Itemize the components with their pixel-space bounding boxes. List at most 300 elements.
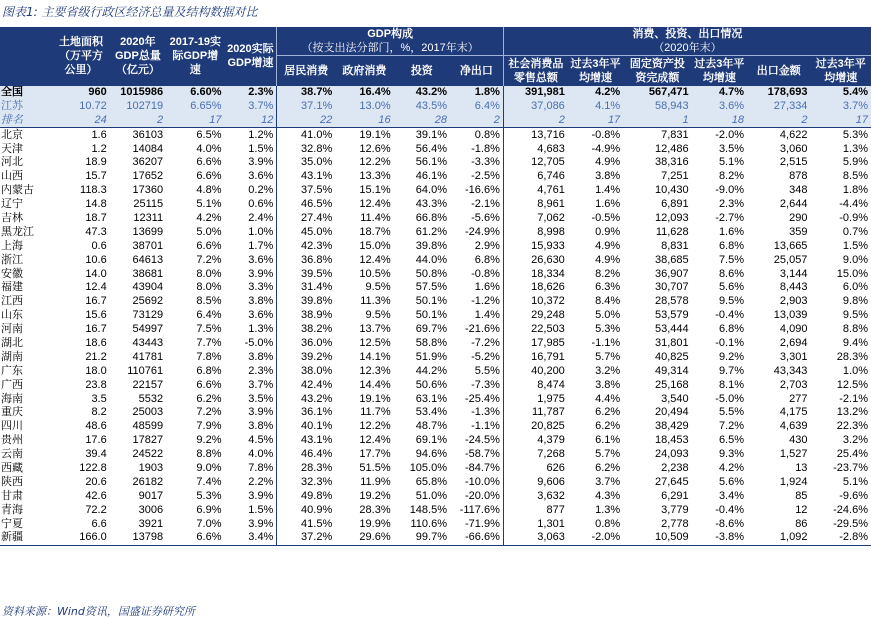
table-row	[0, 170, 871, 184]
table-cell: 25,057	[773, 253, 808, 266]
table-cell: 8.2	[91, 406, 107, 419]
table-cell: 13	[795, 461, 808, 474]
table-cell: 7.2%	[196, 253, 222, 266]
table-cell: 12.4%	[359, 253, 391, 266]
table-cell: 5.0%	[196, 225, 222, 238]
table-cell: 12.3%	[359, 364, 391, 377]
table-cell: 14084	[132, 142, 164, 155]
table-cell: 0.8%	[474, 128, 500, 141]
table-cell: 7,062	[503, 212, 567, 226]
table-cell: 3,060	[779, 142, 808, 155]
table-cell: 9017	[138, 489, 164, 502]
table-cell: 27.4%	[277, 212, 335, 226]
table-cell: 11,787	[503, 406, 567, 420]
table-cell: 3,779	[661, 503, 689, 516]
table-cell: 43.3%	[415, 198, 447, 211]
table-cell: 23.8	[85, 378, 107, 391]
table-cell: 3.4%	[718, 489, 745, 502]
table-cell: 99.7%	[394, 531, 450, 545]
table-cell: 960	[52, 86, 109, 100]
table-cell: 39.4	[85, 448, 107, 461]
province-name: 安徽	[1, 267, 23, 280]
table-cell: 1,092	[747, 531, 810, 545]
table-cell: 19.1%	[359, 392, 391, 405]
table-cell: 3,632	[503, 489, 567, 503]
table-cell: 28.3%	[359, 503, 391, 516]
table-cell: -23.7%	[833, 461, 868, 474]
table-cell: 1.6%	[718, 225, 745, 238]
table-cell: 32.3%	[277, 475, 335, 489]
table-row	[0, 531, 871, 545]
table-cell: 7.2%	[196, 406, 222, 419]
table-cell: 16.7	[85, 323, 107, 336]
table-cell: 63.1%	[415, 392, 447, 405]
province-name: 西藏	[1, 461, 23, 474]
table-cell: 3.9%	[248, 267, 274, 280]
table-cell: 9.0%	[842, 253, 868, 266]
table-cell: 3,540	[661, 392, 689, 405]
table-cell: -7.2%	[471, 336, 500, 349]
table-cell: 19.9%	[359, 517, 391, 530]
header-consumption-investment-export	[503, 27, 871, 56]
table-cell: 4.4%	[595, 392, 621, 405]
table-cell: 40.9%	[277, 503, 335, 517]
table-cell: 72.2	[85, 503, 107, 516]
table-cell: 6.9%	[196, 503, 222, 516]
table-cell: -5.2%	[471, 350, 500, 363]
table-row	[0, 295, 871, 309]
table-cell: 29,248	[503, 309, 567, 323]
table-cell: 25,168	[654, 378, 689, 391]
table-cell: 58.8%	[415, 336, 447, 349]
table-cell: 7.4%	[196, 475, 222, 488]
table-cell: 3.7%	[248, 378, 274, 391]
table-cell: 7,831	[661, 128, 689, 141]
table-row	[0, 434, 871, 448]
table-cell: 18.7%	[359, 225, 391, 238]
table-cell: 6.5%	[718, 434, 745, 447]
table-cell: 20,494	[654, 406, 689, 419]
table-cell: 4,761	[503, 184, 567, 198]
table-cell: 4.7%	[692, 86, 747, 100]
table-cell: 9.0%	[196, 461, 222, 474]
table-cell: 166.0	[52, 531, 109, 545]
table-cell: 17	[166, 113, 224, 127]
table-cell: 3.8%	[595, 378, 621, 391]
table-cell: 14.0	[85, 267, 107, 280]
table-cell: 12.5%	[359, 336, 391, 349]
table-cell: 46.4%	[277, 448, 335, 462]
table-cell: 30,707	[654, 281, 689, 294]
table-cell: 7.0%	[196, 517, 222, 530]
table-cell: 65.8%	[415, 475, 447, 488]
table-cell: 8,831	[661, 239, 689, 252]
table-cell: 20,825	[503, 420, 567, 434]
table-cell: -84.7%	[465, 461, 500, 474]
table-cell: 3006	[138, 503, 164, 516]
table-cell: 6.2%	[196, 392, 222, 405]
table-row	[0, 392, 871, 406]
table-cell: -66.6%	[450, 531, 503, 545]
header-export: 出口金额	[747, 56, 810, 86]
table-cell: 1.4%	[595, 184, 621, 197]
table-cell: 5.5%	[474, 364, 500, 377]
table-cell: 4,639	[779, 420, 808, 433]
table-cell: 878	[789, 170, 808, 183]
table-cell: 9.5%	[718, 295, 745, 308]
table-cell: 5.6%	[718, 281, 745, 294]
table-cell: 391,981	[503, 86, 567, 100]
table-cell: 17	[568, 113, 623, 127]
table-cell: 48599	[132, 420, 164, 433]
table-cell: 1.2%	[248, 128, 274, 141]
table-cell: 6.4%	[450, 99, 503, 113]
table-row	[0, 113, 871, 127]
table-cell: 12,705	[503, 156, 567, 170]
table-cell: 1,924	[779, 475, 808, 488]
table-cell: 3.7%	[810, 99, 871, 113]
table-cell: 16,791	[503, 350, 567, 364]
table-cell: 69.1%	[415, 434, 447, 447]
table-cell: 6.2%	[595, 420, 621, 433]
table-cell: 3.5	[91, 392, 107, 405]
table-cell: 12	[795, 503, 808, 516]
table-cell: 53,579	[654, 309, 689, 322]
table-cell: 1,975	[503, 392, 567, 406]
table-cell: 37.2%	[277, 531, 335, 545]
table-cell: 15.7	[85, 170, 107, 183]
table-cell: 25115	[133, 198, 164, 211]
table-cell: -71.9%	[465, 517, 500, 530]
table-cell: 43.1%	[277, 170, 335, 184]
table-cell: 9.8%	[842, 295, 868, 308]
table-cell: 8,443	[779, 281, 808, 294]
table-cell: 2.3%	[718, 198, 745, 211]
table-cell: 17827	[132, 434, 164, 447]
table-cell: 3921	[138, 517, 164, 530]
table-cell: 12.5%	[836, 378, 868, 391]
table-cell: 10,430	[654, 184, 689, 197]
table-cell: 42.3%	[277, 239, 335, 253]
table-cell: 6.60%	[166, 86, 224, 100]
table-cell: 16	[335, 113, 393, 127]
table-cell: 69.7%	[415, 323, 447, 336]
table-cell: 3.6%	[248, 170, 274, 183]
table-cell: -3.3%	[471, 156, 500, 169]
source-note: 资料来源：Wind资讯，国盛证券研究所	[2, 605, 195, 618]
table-cell: 15.0%	[359, 239, 391, 252]
table-cell: 8.0%	[196, 281, 222, 294]
table-cell: 3.6%	[692, 99, 747, 113]
table-cell: 3.5%	[718, 142, 745, 155]
table-cell: 6.6%	[196, 156, 222, 169]
table-cell: 2.4%	[248, 211, 274, 224]
province-name: 山西	[1, 170, 23, 183]
table-cell: 39.2%	[277, 350, 335, 364]
table-cell: 4.8%	[196, 184, 222, 197]
table-cell: 12.4%	[359, 434, 391, 447]
table-row	[0, 406, 871, 420]
table-cell: 7.5%	[196, 323, 222, 336]
table-cell: 1.8%	[450, 86, 503, 100]
table-cell: 7.7%	[196, 336, 222, 349]
table-cell: 2.9%	[474, 239, 500, 252]
table-cell: 6.6%	[196, 170, 222, 183]
table-cell: 28.3%	[277, 462, 335, 476]
table-cell: -24.6%	[833, 503, 868, 516]
table-cell: 3.7%	[595, 475, 621, 488]
header-export-growth: 过去3年平均增速	[810, 56, 871, 86]
table-cell: 36.8%	[277, 253, 335, 267]
table-cell: 13699	[132, 225, 164, 238]
table-cell: 102719	[110, 99, 166, 113]
table-cell: -2.1%	[839, 392, 868, 405]
table-cell: 1,301	[503, 517, 567, 531]
table-cell: 18.9	[85, 156, 107, 169]
table-cell: 6.8%	[196, 364, 222, 377]
table-row	[0, 86, 871, 100]
header-government: 政府消费	[335, 56, 393, 86]
table-row	[0, 364, 871, 378]
table-cell: 6.8%	[718, 323, 745, 336]
table-cell: 11.7%	[360, 406, 391, 419]
table-cell: -2.8%	[810, 531, 871, 545]
table-cell: -9.6%	[839, 489, 868, 502]
table-row	[0, 281, 871, 295]
table-cell: 94.6%	[415, 448, 447, 461]
table-cell: 3,063	[503, 531, 567, 545]
table-cell: 6.8%	[718, 239, 745, 252]
table-cell: 39.5%	[277, 267, 335, 281]
chart-title: 图表1: 主要省级行政区经济总量及结构数据对比	[2, 5, 258, 19]
table-cell: 4.3%	[595, 489, 621, 502]
table-cell: 15.6	[85, 309, 107, 322]
table-cell: 5.5%	[718, 406, 745, 419]
table-cell: -10.0%	[465, 475, 500, 488]
table-cell: 26,630	[503, 253, 567, 267]
table-cell: 1.0%	[842, 364, 868, 377]
table-cell: 17.7%	[359, 448, 391, 461]
table-cell: 2	[747, 113, 810, 127]
table-cell: 44.0%	[415, 253, 447, 266]
table-cell: 40,200	[503, 364, 567, 378]
table-cell: -24.9%	[465, 225, 500, 238]
table-cell: 3.6%	[248, 309, 274, 322]
table-cell: 35.0%	[277, 156, 335, 170]
table-cell: 2.2%	[248, 475, 274, 488]
table-cell: 50.1%	[415, 309, 447, 322]
province-name: 湖北	[1, 336, 23, 349]
table-cell: 10,509	[623, 531, 691, 545]
table-cell: 13,716	[503, 128, 567, 142]
table-cell: 18.0	[85, 364, 107, 377]
province-name: 黑龙江	[1, 225, 34, 238]
table-cell: -2.1%	[471, 198, 500, 211]
table-cell: 56.1%	[415, 156, 447, 169]
province-name: 贵州	[1, 434, 23, 447]
table-cell: 53,444	[654, 323, 689, 336]
table-cell: 86	[795, 517, 808, 530]
table-cell: 6,291	[661, 489, 689, 502]
table-cell: 4,683	[503, 142, 567, 156]
table-cell: 5.9%	[842, 156, 868, 169]
table-cell: 17652	[132, 170, 164, 183]
table-cell: -21.6%	[465, 323, 500, 336]
table-row	[0, 212, 871, 226]
table-cell: 5532	[138, 392, 164, 405]
table-cell: 4.0%	[248, 448, 274, 461]
table-cell: 290	[789, 211, 808, 224]
table-cell: 9.2%	[718, 350, 745, 363]
table-cell: 22,503	[503, 323, 567, 337]
table-cell: -4.9%	[591, 142, 621, 155]
table-cell: 49,314	[654, 364, 689, 377]
table-cell: 4.9%	[595, 253, 621, 266]
table-cell: 4.5%	[248, 434, 274, 447]
table-cell: 61.2%	[415, 225, 447, 238]
table-cell: 12,486	[654, 142, 689, 155]
table-cell: 8,998	[503, 225, 567, 239]
province-name: 全国	[0, 86, 52, 100]
table-cell: 4,175	[779, 406, 808, 419]
table-cell: 1.5%	[248, 503, 274, 516]
table-row	[0, 475, 871, 489]
table-cell: -5.0%	[715, 392, 745, 405]
table-cell: 12.4%	[359, 198, 391, 211]
table-cell: 9.2%	[196, 434, 222, 447]
table-cell: 20.6	[85, 475, 107, 488]
province-name: 湖南	[1, 350, 23, 363]
table-cell: 41.0%	[277, 128, 335, 142]
table-cell: -0.9%	[839, 211, 868, 224]
table-cell: 41.5%	[277, 517, 335, 531]
province-name: 天津	[1, 142, 23, 155]
table-cell: 18,453	[654, 434, 689, 447]
table-cell: 9.7%	[718, 364, 745, 377]
table-row	[0, 99, 871, 113]
header-investment: 投资	[394, 56, 450, 86]
table-row	[0, 267, 871, 281]
table-cell: 9.4%	[842, 336, 868, 349]
table-cell: 5.3%	[842, 128, 868, 141]
table-cell: 6.6%	[196, 239, 222, 252]
table-cell: 38681	[132, 267, 164, 280]
table-cell: 3.5%	[248, 392, 274, 405]
table-cell: 5.0%	[595, 309, 621, 322]
table-row	[0, 503, 871, 517]
cie-title: 消费、投资、出口情况	[632, 28, 743, 40]
table-cell: 6.6	[91, 517, 107, 530]
header-retail-growth: 过去3年平均增速	[568, 56, 623, 86]
table-cell: 22.3%	[836, 420, 868, 433]
table-cell: 4.9%	[595, 239, 621, 252]
table-cell: 10.6	[85, 253, 107, 266]
table-cell: -2.7%	[715, 211, 745, 224]
table-cell: 626	[503, 462, 567, 476]
table-cell: 6.65%	[166, 99, 224, 113]
table-cell: -0.8%	[471, 267, 500, 280]
table-cell: 12.2%	[359, 156, 391, 169]
table-cell: 28	[394, 113, 450, 127]
province-name: 四川	[1, 420, 23, 433]
table-cell: 148.5%	[409, 503, 447, 516]
table-cell: 4.2%	[196, 211, 222, 224]
table-cell: 4.2%	[718, 461, 745, 474]
table-cell: 57.5%	[415, 281, 447, 294]
table-cell: 2,515	[779, 156, 808, 169]
table-row	[0, 420, 871, 434]
table-cell: 0.2%	[248, 184, 274, 197]
table-cell: 37.1%	[277, 99, 335, 113]
table-cell: 3.7%	[225, 99, 277, 113]
table-cell: 26182	[132, 475, 164, 488]
table-cell: 29.6%	[335, 531, 393, 545]
table-cell: 22157	[132, 378, 164, 391]
table-cell: 13798	[110, 531, 166, 545]
table-row	[0, 337, 871, 351]
table-row	[0, 462, 871, 476]
table-cell: 8.8%	[196, 448, 222, 461]
table-cell: 2,703	[779, 378, 808, 391]
table-cell: 19.2%	[359, 489, 391, 502]
header-net-export: 净出口	[450, 56, 503, 86]
province-name: 吉林	[1, 211, 23, 224]
table-row	[0, 198, 871, 212]
table-cell: 11.4%	[360, 211, 391, 224]
table-row	[0, 517, 871, 531]
table-cell: 9.5%	[842, 309, 868, 322]
table-cell: 10.72	[52, 99, 109, 113]
table-cell: -2.5%	[471, 170, 500, 183]
table-cell: 2.3%	[225, 86, 277, 100]
table-cell: 10,372	[503, 295, 567, 309]
table-cell: 8.6%	[718, 267, 745, 280]
table-cell: 3.8%	[248, 295, 274, 308]
header-growth-1719: 2017-19实际GDP增速	[166, 27, 224, 86]
table-cell: -20.0%	[465, 489, 500, 502]
table-cell: -5.0%	[244, 336, 274, 349]
table-cell: -4.4%	[839, 198, 868, 211]
gdp-structure-title: GDP构成	[367, 28, 414, 40]
table-cell: 5.1%	[718, 156, 745, 169]
table-cell: 48.6	[85, 420, 107, 433]
table-cell: 13.3%	[359, 170, 391, 183]
table-cell: 1.2	[91, 142, 107, 155]
table-cell: 2,778	[661, 517, 689, 530]
table-cell: 348	[789, 184, 808, 197]
table-cell: 11.3%	[360, 295, 391, 308]
header-gdp-structure	[277, 27, 504, 56]
table-cell: 6,891	[661, 198, 689, 211]
table-cell: 44.2%	[415, 364, 447, 377]
table-cell: 11,628	[655, 225, 689, 238]
table-cell: 17,985	[503, 337, 567, 351]
table-cell: 110761	[127, 364, 164, 377]
table-cell: 37,086	[503, 99, 567, 113]
table-cell: 16.4%	[335, 86, 393, 100]
table-cell: 4.0%	[196, 142, 222, 155]
table-cell: 1.3%	[595, 503, 621, 516]
province-name: 江苏	[0, 99, 52, 113]
table-cell: 3,301	[779, 350, 808, 363]
table-cell: 12.6%	[359, 142, 391, 155]
table-cell: -1.3%	[471, 406, 500, 419]
table-cell: 37.5%	[277, 184, 335, 198]
table-cell: 2,238	[661, 461, 689, 474]
table-cell: 1.5%	[842, 239, 868, 252]
table-cell: 3.8%	[595, 170, 621, 183]
province-name: 河北	[1, 156, 23, 169]
